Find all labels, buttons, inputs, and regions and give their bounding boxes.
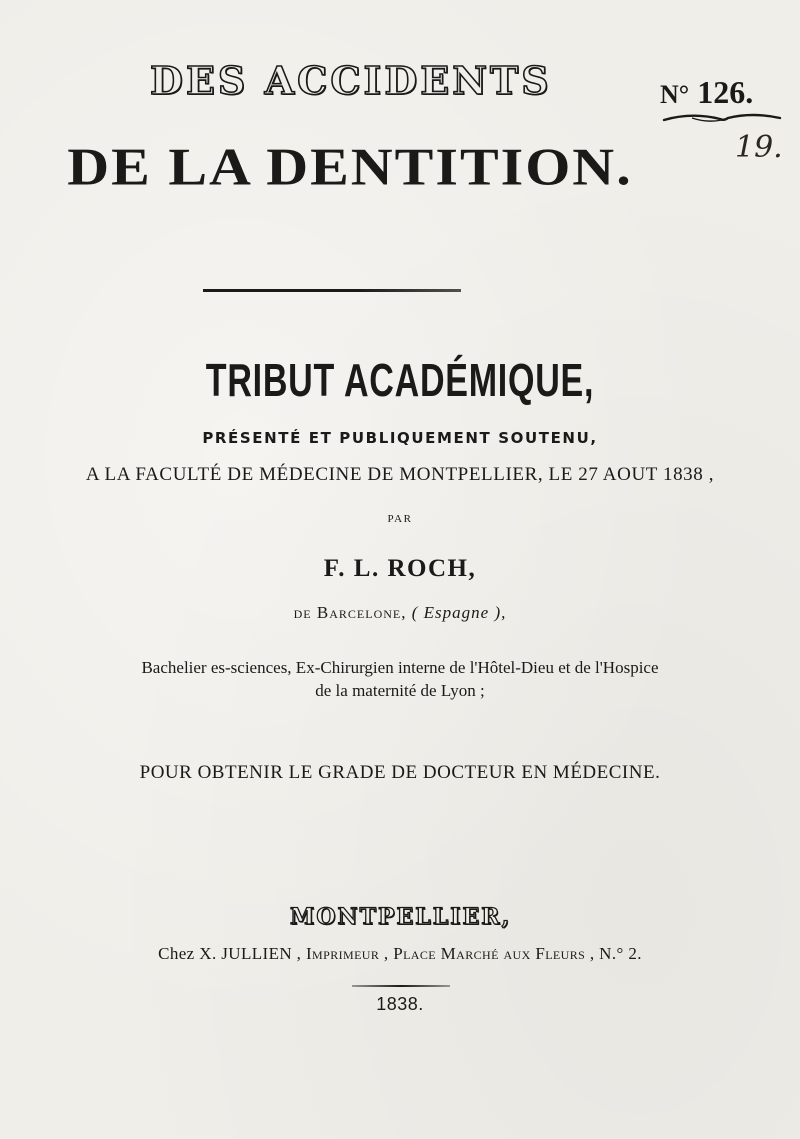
subtitle-tribut: TRIBUT ACADÉMIQUE, [205, 354, 595, 406]
purpose-line: POUR OBTENIR LE GRADE DE DOCTEUR EN MÉDECINE. [139, 762, 661, 783]
catalog-number-value: 126. [697, 74, 754, 110]
title-line-dentition: DE LA DENTITION. [67, 136, 633, 197]
catalog-number [660, 74, 753, 111]
divider-rule [203, 289, 461, 292]
title-line-accidents: DES ACCIDENTS [150, 58, 552, 103]
qualifications-line-2: de la maternité de Lyon ; [315, 681, 485, 700]
by-label: PAR [387, 513, 413, 525]
catalog-number-mark: N° [660, 80, 690, 109]
origin-country: ( Espagne ), [411, 603, 507, 622]
origin-prefix: DE [293, 607, 312, 621]
author-name: F. L. ROCH, [323, 555, 477, 582]
presented-line: PRÉSENTÉ ET PUBLIQUEMENT SOUTENU, [202, 429, 598, 447]
printer-address: Imprimeur , Place Marché aux Fleurs , N.° 2. [306, 944, 642, 963]
imprint-rule [352, 985, 450, 987]
origin-city: Barcelone, [316, 603, 407, 622]
imprint-city: MONTPELLIER, [290, 904, 512, 930]
author-origin [0, 603, 800, 623]
faculty-line: A LA FACULTÉ DE MÉDECINE DE MONTPELLIER, LE 27 AOUT 1838 , [85, 464, 715, 485]
qualifications-line-1: Bachelier es-sciences, Ex-Chirurgien interne de l'Hôtel-Dieu et de l'Hospice [141, 658, 659, 677]
imprint-year: 1838. [376, 994, 424, 1014]
printer-prefix: Chez X. JULLIEN , [158, 944, 302, 963]
imprint-printer [0, 944, 800, 964]
flourish-ornament [662, 108, 782, 126]
handwritten-number: 19. [735, 130, 783, 165]
